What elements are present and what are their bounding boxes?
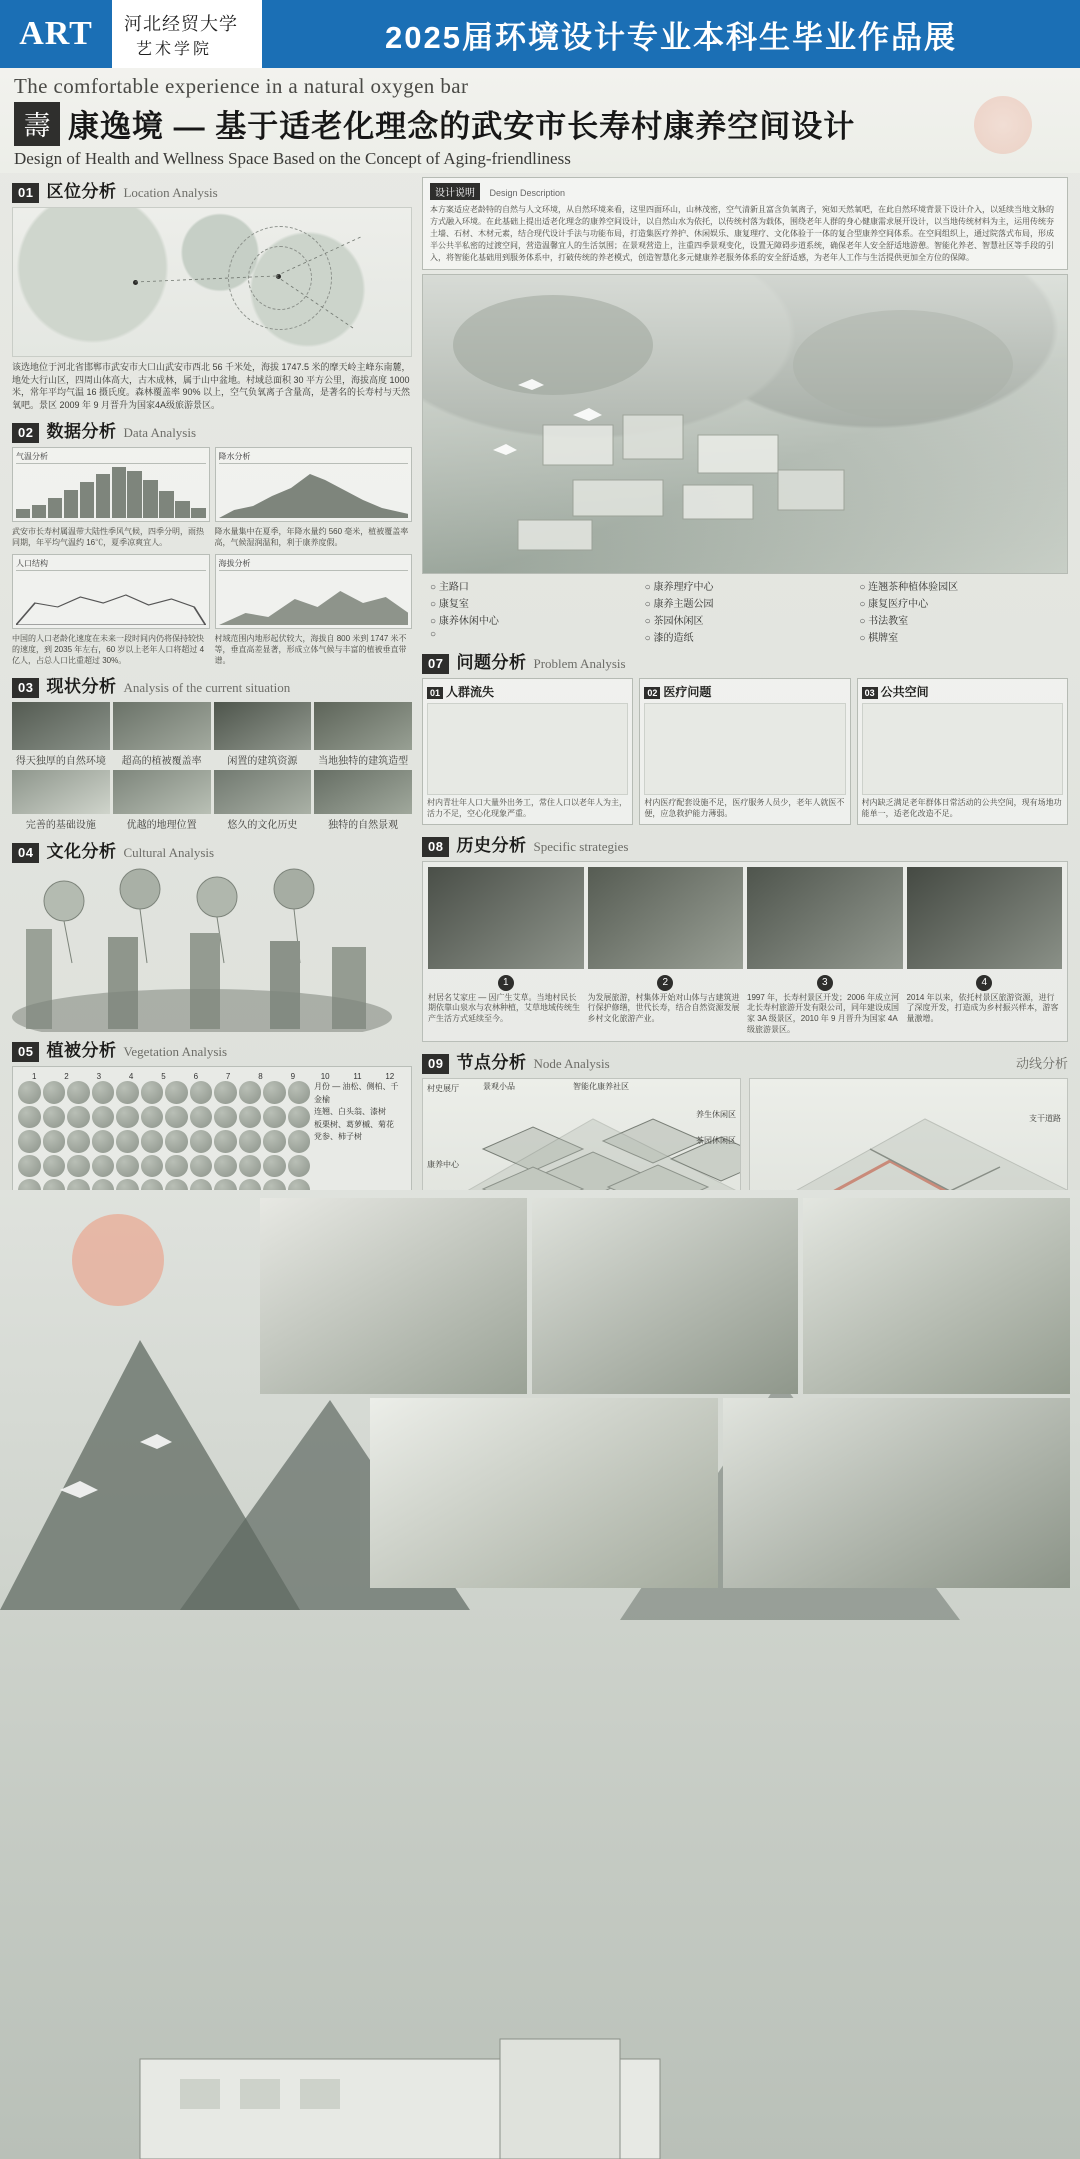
section-title-cn: 现状分析: [46, 677, 117, 697]
sun-decoration: [974, 96, 1032, 154]
chart-title: 海拔分析: [219, 558, 409, 571]
chart-caption-precipitation: 降水量集中在夏季，年降水量约 560 毫米，植被覆盖率高，气候湿润温和，利于康养度假。: [214, 527, 409, 548]
step-text: 为发展旅游，村集体开始对山体与古建筑进行保护修缮，世代长寿，结合自然资源发展乡村文化旅游产业。: [587, 992, 740, 1024]
section-title-en: Vegetation Analysis: [123, 1044, 228, 1060]
photo: [113, 770, 211, 814]
circulation-label: 动线分析: [1015, 1055, 1068, 1071]
axo-label: 康养中心: [427, 1159, 459, 1169]
history-step: [428, 975, 584, 1036]
photo-caption: 优越的地理位置: [126, 820, 197, 832]
step-text: 村居名艾家庄 — 因广生艾草。当地村民长期依靠山泉水与农林种植，艾草地域传统生产生活方式延续至今。: [428, 992, 580, 1024]
history-steps: [428, 975, 1062, 1036]
legend-line: 连翘、白头翁、漆树: [314, 1107, 386, 1117]
subtitle-english: The comfortable experience in a natural oxygen bar: [14, 74, 469, 98]
location-map: [12, 207, 412, 357]
population-pyramid: [16, 573, 206, 625]
university-line1: 河北经贸大学: [124, 13, 238, 34]
chart-precipitation: [215, 447, 413, 522]
photo-caption: 闲置的建筑资源: [227, 756, 298, 768]
section-title-en: Specific strategies: [533, 838, 629, 854]
card-title: 公共空间: [880, 685, 929, 699]
card-title: 人群流失: [446, 685, 495, 699]
chart-title: 降水分析: [219, 451, 409, 464]
legend-item: ○ 康养休闲中心: [430, 612, 631, 627]
chart-population: [12, 554, 210, 629]
section-title-cn: 文化分析: [46, 842, 117, 862]
problem-diagram: [427, 703, 628, 795]
vegetation-legend: [314, 1081, 406, 1202]
legend-item: [430, 629, 631, 644]
section-history: [422, 831, 1068, 1042]
section-number: 05: [12, 1042, 39, 1062]
chart-title: 人口结构: [16, 558, 206, 571]
section-number: 01: [12, 183, 39, 203]
section-title-en: Problem Analysis: [533, 656, 626, 671]
photo-caption: 悠久的文化历史: [227, 820, 298, 832]
vegetation-dot-matrix: [18, 1081, 310, 1202]
section-title-en: Location Analysis: [123, 185, 218, 200]
chart-caption-temperature: 武安市长寿村属温带大陆性季风气候，四季分明，雨热同期，年平均气温约 16℃，夏季凉爽宜人。: [12, 527, 204, 548]
masterplan-legend: [422, 574, 1068, 648]
status-photo-item: [314, 770, 412, 831]
card-body: 村内缺乏满足老年群体日常活动的公共空间，现有场地功能单一，适老化改造不足。: [861, 798, 1062, 818]
month-num: 4: [128, 1072, 134, 1082]
problem-card: [422, 678, 633, 825]
section-number: 02: [12, 423, 39, 443]
location-text: 该选地位于河北省邯郸市武安市大口山武安市西北 56 千米处，海拔 1747.5 米的摩天岭主峰东南麓，地处大行山区，四周山体高大，古木成林，属于山中盆地。村域总面积 30 平方公里，海拔高度 1000 米，常年平均气温 16 摄氏度。森林覆盖率 90% 以上，空气负氧离子含量高，是著名的长寿村与天然氧吧。景区 2009 年 9 月晋升为国家4A级旅游景区。: [12, 362, 411, 410]
photo-caption: 当地独特的建筑造型: [318, 756, 409, 768]
card-number: 03: [862, 687, 878, 699]
legend-item: ○ 主路口: [430, 578, 631, 593]
design-desc-tag: 设计说明: [430, 183, 480, 200]
exhibition-banner: 2025届环境设计专业本科生毕业作品展: [262, 0, 1080, 68]
step-number: 3: [817, 975, 833, 991]
photo: [214, 770, 312, 814]
problem-card: [639, 678, 850, 825]
legend-item: ○ 康养理疗中心: [645, 578, 846, 593]
chart-elevation: [215, 554, 413, 629]
axo-label: 养生休闲区: [696, 1109, 736, 1119]
legend-item: ○ 康复室: [430, 595, 631, 610]
section-title-cn: 植被分析: [46, 1041, 117, 1061]
photo-caption: 独特的自然景观: [328, 820, 399, 832]
status-photo-item: [314, 702, 412, 767]
photo-caption: 超高的植被覆盖率: [121, 756, 202, 768]
legend-item: ○ 康复医疗中心: [859, 595, 1060, 610]
section-problem: [422, 648, 1068, 825]
legend-item: ○ 漆的造纸: [645, 629, 846, 644]
history-step: [747, 975, 903, 1036]
chart-title: 气温分析: [16, 451, 206, 464]
section-number: 04: [12, 843, 39, 863]
step-text: 2014 年以来，依托村景区旅游资源，进行了深度开发，打造成为乡村振兴样本，游客量激增。: [906, 992, 1059, 1024]
section-title-cn: 问题分析: [456, 653, 527, 672]
status-photo-item: [214, 770, 312, 831]
step-number: 2: [657, 975, 673, 991]
section-location: [12, 177, 412, 411]
month-num: 3: [96, 1072, 102, 1082]
photo: [113, 702, 211, 750]
problem-cards: [422, 678, 1068, 825]
section-number: 09: [422, 1054, 449, 1074]
card-body: 村内青壮年人口大量外出务工，常住人口以老年人为主，活力不足，空心化现象严重。: [427, 798, 627, 818]
legend-item: ○ 棋牌室: [859, 629, 1060, 644]
card-title: 医疗问题: [663, 685, 712, 699]
problem-diagram: [644, 703, 845, 795]
step-number: 1: [498, 975, 514, 991]
legend-line: 月份 — 油松、侧柏、千金榆: [314, 1082, 399, 1104]
legend-line: 党参、柿子树: [314, 1131, 362, 1141]
month-num: 7: [225, 1072, 231, 1082]
month-num: 10: [320, 1072, 330, 1082]
month-num: 8: [258, 1072, 263, 1082]
month-num: 1: [31, 1072, 37, 1082]
design-desc-tag-en: Design Description: [489, 188, 565, 198]
photo-caption: 完善的基础设施: [25, 820, 96, 832]
design-desc-body: 本方案适应老龄特的自然与人文环境，从自然环境来看，这里四面环山，山林茂密，空气清新且富含负氧离子，宛如天然氧吧，在此自然环境背景下设计介入，以延续当地文脉的方式融入环境。在此基础上提出适老化理念的康养空间设计，以自然山水为依托，以传统村落为载体，围绕老年人群的身心健康需求展开设计，以当地传统材料为主，运用传统夯土墙、石材、木材元素，结合现代设计手法与功能布局，打造集医疗养护、休闲娱乐、康复理疗、文化体验于一体的复合型康养空间体系。在空间组织上，通过院落式布局，形成半公共半私密的过渡空间，营造温馨宜人的生活氛围；在景观营造上，注重四季景观变化，设置无障碍步道系统，确保老年人安全舒适地游憩。智能化养老、智慧社区等手段的引入，将智能化基础用到服务体系中，打破传统的养老模式，创造智慧化多元健康养老服务体系的安全舒适感，为老年人工作与生活提供更加全方位的保障。: [430, 205, 1054, 262]
title-english-sub: Design of Health and Wellness Space Based on the Concept of Aging-friendliness: [14, 149, 571, 168]
legend-item: ○ 康养主题公园: [645, 595, 846, 610]
elevation-chart: [219, 573, 409, 625]
vegetation-month-numbers: [18, 1072, 406, 1081]
problem-diagram: [862, 703, 1063, 795]
axo-label: 智能化康养社区: [573, 1081, 629, 1091]
axo-label: 景观小品: [483, 1081, 515, 1091]
legend-item: ○ 书法教室: [859, 612, 1060, 627]
section-current-situation: [12, 672, 412, 831]
design-description: [422, 177, 1068, 270]
section-title-cn: 节点分析: [456, 1052, 527, 1072]
section-title-en: Node Analysis: [533, 1055, 610, 1071]
legend-item: ○ 茶园休闲区: [645, 612, 846, 627]
section-cultural: [12, 837, 412, 1032]
area-chart-precipitation: [219, 466, 409, 518]
status-photo-item: [113, 770, 211, 831]
history-panel: [422, 861, 1068, 1042]
status-photo-grid-row2: [12, 770, 412, 831]
problem-card: [857, 678, 1068, 825]
month-num: 2: [64, 1072, 69, 1082]
cultural-collage: [12, 867, 412, 1032]
status-photo-grid-row1: [12, 702, 412, 767]
photo: [314, 770, 412, 814]
month-num: 9: [290, 1072, 296, 1082]
chart-temperature: [12, 447, 210, 522]
section-title-cn: 数据分析: [46, 422, 117, 442]
bar-chart-temperature: [16, 466, 206, 518]
chart-caption-population: 中国的人口老龄化速度在未来一段时间内仍将保持较快的速度，到 2035 年左右，60 岁以上老年人口将超过 4 亿人，占总人口比重超过 30%。: [12, 633, 205, 665]
page-title: 康逸境 — 基于适老化理念的武安市长寿村康养空间设计: [68, 109, 856, 144]
month-num: 11: [353, 1072, 362, 1082]
step-text: 1997 年，长寿村景区开发；2006 年成立河北长寿村旅游开发有限公司，同年建设成国家 3A 级景区，2010 年 9 月晋升为国家 4A 级旅游景区。: [747, 992, 900, 1034]
art-logo: ART: [0, 0, 112, 68]
title-block: [0, 68, 1080, 173]
section-number: 07: [422, 654, 449, 674]
card-body: 村内医疗配套设施不足，医疗服务人员少，老年人就医不便，应急救护能力薄弱。: [644, 798, 845, 818]
photo: [214, 702, 312, 750]
section-title-cn: 区位分析: [46, 182, 117, 201]
photo: [314, 702, 412, 750]
chart-caption-elevation: 村域范围内地形起伏较大，海拔自 800 米到 1747 米不等，垂直高差显著，形成立体气候与丰富的植被垂直带谱。: [214, 633, 407, 665]
status-photo-item: [214, 702, 312, 767]
legend-item: ○ 连翘茶种植体验园区: [859, 578, 1060, 593]
photo: [12, 702, 110, 750]
seal-stamp: 壽: [14, 102, 60, 146]
history-photos: [428, 867, 1062, 969]
legend-line: 板栗树、葛萝槭、菊花: [314, 1119, 394, 1129]
history-step: [907, 975, 1063, 1036]
axo-label: 茶园休闲区: [696, 1135, 736, 1145]
university-name: [112, 0, 262, 68]
card-number: 01: [427, 687, 443, 699]
axo-label: 支干道路: [1029, 1113, 1061, 1123]
section-data: [12, 417, 412, 666]
status-photo-item: [12, 770, 110, 831]
section-number: 03: [12, 678, 39, 698]
month-num: 12: [385, 1072, 395, 1082]
photo: [12, 770, 110, 814]
poster-header: [0, 0, 1080, 68]
month-num: 5: [161, 1072, 166, 1082]
section-title-en: Cultural Analysis: [123, 845, 215, 861]
status-photo-item: [12, 702, 110, 767]
section-title-en: Data Analysis: [123, 425, 197, 441]
section-title-cn: 历史分析: [456, 835, 527, 855]
photo-caption: 得天独厚的自然环境: [15, 756, 106, 768]
rendering-collage: [0, 1190, 1080, 2159]
step-number: 4: [976, 975, 992, 991]
status-photo-item: [113, 702, 211, 767]
axo-label: 村史展厅: [427, 1083, 459, 1093]
history-step: [588, 975, 744, 1036]
aerial-masterplan-render: [422, 274, 1068, 574]
section-title-en: Analysis of the current situation: [123, 680, 291, 696]
card-number: 02: [644, 687, 660, 699]
month-num: 6: [193, 1072, 199, 1082]
university-line2: 艺术学院: [136, 40, 213, 58]
section-number: 08: [422, 837, 449, 857]
